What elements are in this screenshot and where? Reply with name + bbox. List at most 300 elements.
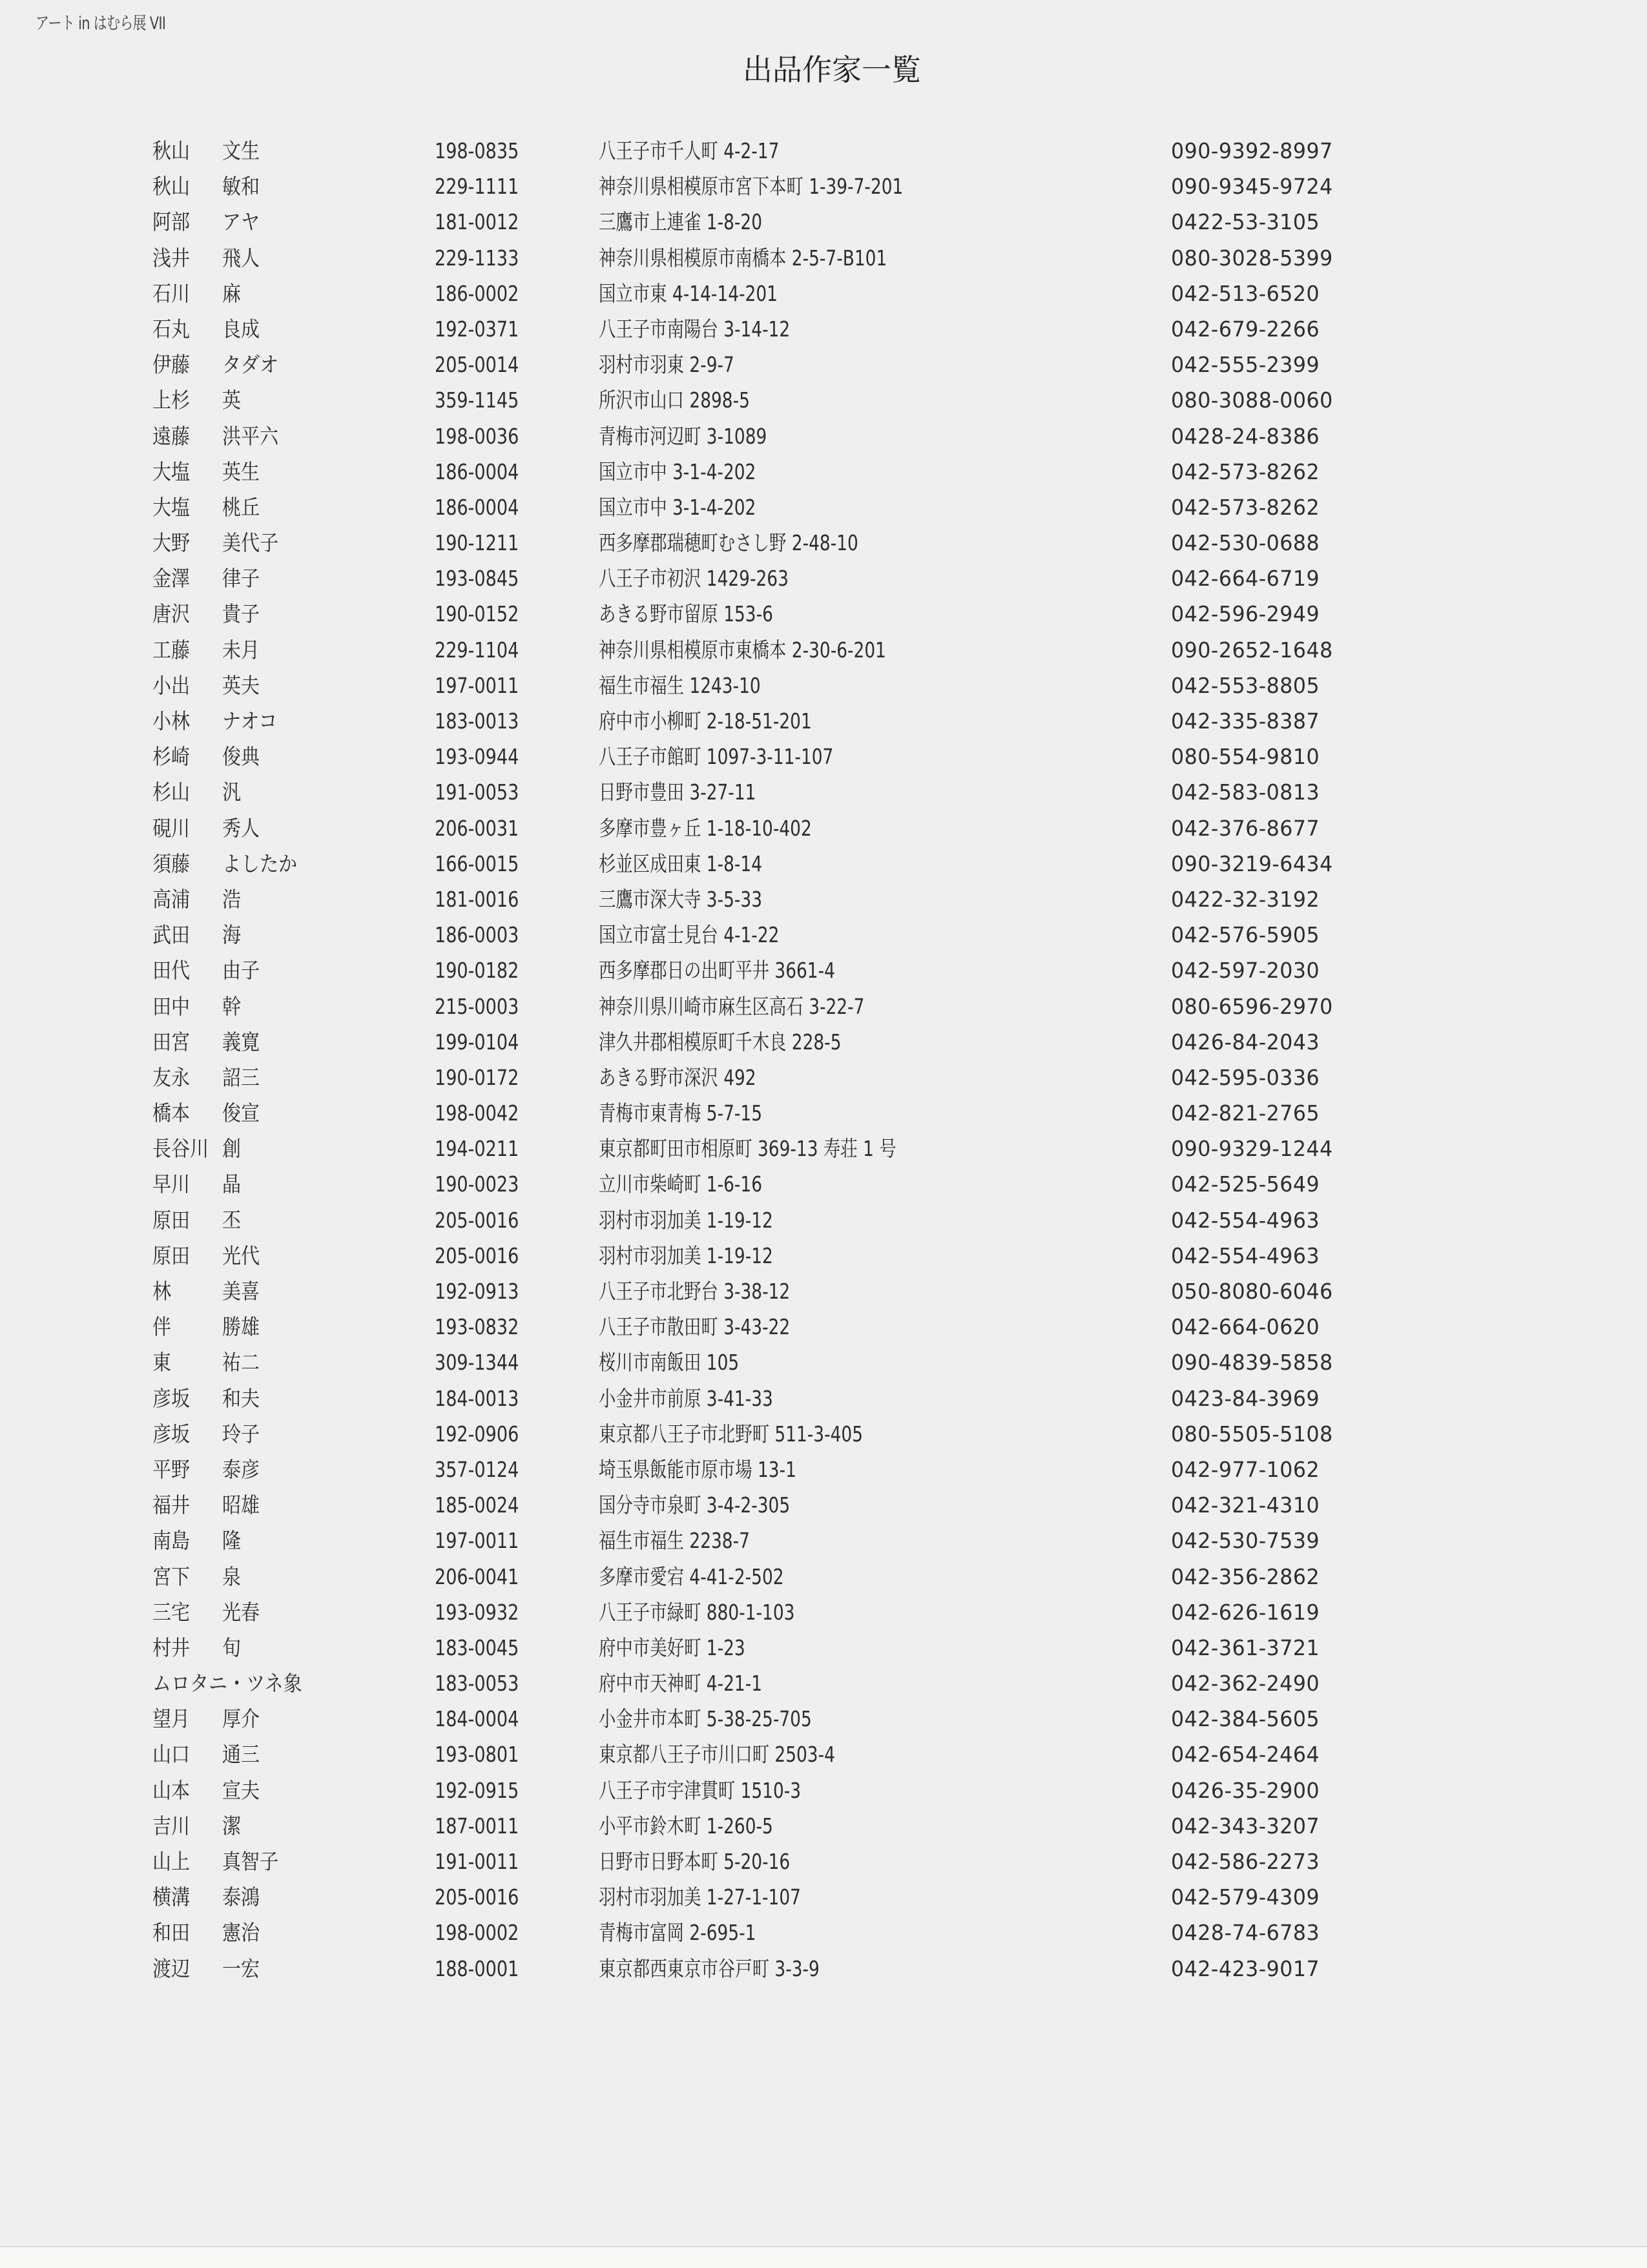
- phone-number: 080-6596-2970: [1171, 993, 1333, 1019]
- postal-code: 181-0012: [435, 209, 519, 235]
- artist-surname: 金澤: [152, 566, 191, 592]
- phone-number: 042-530-0688: [1171, 530, 1320, 556]
- postal-code: 190-0172: [435, 1064, 519, 1090]
- address: 羽村市羽加美 1-19-12: [599, 1242, 773, 1268]
- address: 国立市中 3-1-4-202: [599, 494, 756, 520]
- artist-row: [0, 881, 1647, 917]
- artist-given-name: 憲治: [222, 1920, 260, 1946]
- phone-number: 042-554-4963: [1171, 1242, 1320, 1268]
- artist-given-name: 未月: [222, 637, 260, 663]
- artist-surname: 横溝: [152, 1884, 191, 1910]
- artist-surname: 田代: [152, 958, 191, 984]
- artist-surname: 村井: [152, 1634, 191, 1660]
- artist-given-name: 光春: [222, 1599, 260, 1625]
- artist-given-name: 美喜: [222, 1279, 260, 1304]
- artist-surname: 杉山: [152, 779, 191, 805]
- address: 西多摩郡瑞穂町むさし野 2-48-10: [599, 530, 858, 556]
- postal-code: 192-0915: [435, 1777, 519, 1803]
- phone-number: 090-4839-5858: [1171, 1350, 1333, 1376]
- artist-surname: 浅井: [152, 245, 191, 271]
- artist-row: [0, 418, 1647, 454]
- artist-given-name: 文生: [222, 138, 260, 163]
- artist-row: [0, 169, 1647, 204]
- address: 青梅市富岡 2-695-1: [599, 1920, 756, 1946]
- postal-code: 181-0016: [435, 886, 519, 912]
- postal-code: 229-1133: [435, 245, 519, 271]
- artist-given-name: 和夫: [222, 1385, 260, 1411]
- postal-code: 193-0845: [435, 566, 519, 592]
- artist-row: [0, 347, 1647, 382]
- address: 八王子市館町 1097-3-11-107: [599, 744, 834, 770]
- artist-given-name: 律子: [222, 566, 260, 592]
- postal-code: 199-0104: [435, 1029, 519, 1055]
- artist-row: [0, 561, 1647, 596]
- phone-number: 042-384-5605: [1171, 1706, 1320, 1732]
- phone-number: 042-664-6719: [1171, 566, 1320, 592]
- address: 八王子市南陽台 3-14-12: [599, 316, 791, 342]
- postal-code: 229-1111: [435, 174, 519, 200]
- postal-code: 193-0832: [435, 1314, 519, 1340]
- artist-surname: 早川: [152, 1171, 191, 1197]
- postal-code: 197-0011: [435, 672, 519, 698]
- postal-code: 183-0053: [435, 1671, 519, 1696]
- artist-surname: 南島: [152, 1528, 191, 1554]
- phone-number: 042-554-4963: [1171, 1207, 1320, 1233]
- postal-code: 229-1104: [435, 637, 519, 663]
- artist-surname: 小林: [152, 708, 191, 734]
- phone-number: 042-423-9017: [1171, 1955, 1320, 1981]
- artist-surname: 田中: [152, 993, 191, 1019]
- phone-number: 080-3028-5399: [1171, 245, 1333, 271]
- artist-row: [0, 1273, 1647, 1309]
- artist-given-name: アヤ: [222, 209, 260, 235]
- address: 埼玉県飯能市原市場 13-1: [599, 1456, 796, 1482]
- postal-code: 190-0152: [435, 601, 519, 627]
- postal-code: 190-0023: [435, 1171, 519, 1197]
- artist-given-name: 敏和: [222, 174, 260, 200]
- artist-row: [0, 276, 1647, 311]
- artist-surname: 長谷川: [152, 1136, 209, 1162]
- postal-code: 190-1211: [435, 530, 519, 556]
- phone-number: 0422-32-3192: [1171, 886, 1320, 912]
- page-title: 出品作家一覧: [743, 52, 921, 87]
- artist-given-name: 厚介: [222, 1706, 260, 1732]
- artist-surname: 田宮: [152, 1029, 191, 1055]
- artist-row: [0, 668, 1647, 703]
- phone-number: 042-525-5649: [1171, 1171, 1320, 1197]
- phone-number: 042-654-2464: [1171, 1742, 1320, 1768]
- artist-given-name: 勝雄: [222, 1314, 260, 1340]
- phone-number: 042-586-2273: [1171, 1849, 1320, 1874]
- artist-surname: 吉川: [152, 1813, 191, 1839]
- address: 小平市鈴木町 1-260-5: [599, 1813, 773, 1839]
- artist-given-name: ナオコ: [222, 708, 278, 734]
- address: 立川市柴崎町 1-6-16: [599, 1171, 763, 1197]
- artist-row: [0, 1095, 1647, 1131]
- postal-code: 359-1145: [435, 387, 519, 413]
- artist-row: [0, 1309, 1647, 1345]
- postal-code: 187-0011: [435, 1813, 519, 1839]
- phone-number: 042-513-6520: [1171, 280, 1320, 306]
- phone-number: 042-573-8262: [1171, 494, 1320, 520]
- phone-number: 042-553-8805: [1171, 672, 1320, 698]
- artist-given-name: 海: [222, 922, 242, 948]
- artist-surname: 東: [152, 1350, 172, 1376]
- artist-surname: 山本: [152, 1777, 191, 1803]
- artist-row: [0, 846, 1647, 881]
- artist-surname: 渡辺: [152, 1955, 191, 1981]
- artist-surname: 彦坂: [152, 1421, 191, 1447]
- artist-row: [0, 1487, 1647, 1523]
- address: 府中市美好町 1-23: [599, 1634, 745, 1660]
- artist-row: [0, 596, 1647, 632]
- address: 八王子市宇津貫町 1510-3: [599, 1777, 802, 1803]
- phone-number: 0428-24-8386: [1171, 423, 1320, 449]
- postal-code: 185-0024: [435, 1492, 519, 1518]
- address: 国立市東 4-14-14-201: [599, 280, 778, 306]
- artist-given-name: 光代: [222, 1242, 260, 1268]
- phone-number: 0426-35-2900: [1171, 1777, 1320, 1803]
- artist-row: [0, 1166, 1647, 1202]
- artist-row: [0, 1202, 1647, 1238]
- address: 国立市富士見台 4-1-22: [599, 922, 780, 948]
- address: 小金井市本町 5-38-25-705: [599, 1706, 812, 1732]
- address: 国分寺市泉町 3-4-2-305: [599, 1492, 791, 1518]
- phone-number: 042-356-2862: [1171, 1563, 1320, 1589]
- artist-given-name: 桃丘: [222, 494, 260, 520]
- phone-number: 080-5505-5108: [1171, 1421, 1333, 1447]
- postal-code: 186-0004: [435, 459, 519, 484]
- artist-surname: 伊藤: [152, 352, 191, 378]
- artist-surname: 石丸: [152, 316, 191, 342]
- postal-code: 357-0124: [435, 1456, 519, 1482]
- artist-row: [0, 1559, 1647, 1594]
- phone-number: 042-679-2266: [1171, 316, 1320, 342]
- artist-row: [0, 1381, 1647, 1416]
- artist-row: [0, 1665, 1647, 1701]
- artist-given-name: 泰彦: [222, 1456, 260, 1482]
- artist-row: [0, 311, 1647, 347]
- artist-given-name: タダオ: [222, 352, 279, 378]
- postal-code: 190-0182: [435, 958, 519, 984]
- address: 東京都八王子市川口町 2503-4: [599, 1742, 835, 1768]
- phone-number: 090-9329-1244: [1171, 1136, 1333, 1162]
- postal-code: 198-0002: [435, 1920, 519, 1946]
- address: 神奈川県相模原市宮下本町 1-39-7-201: [599, 174, 904, 200]
- address: 三鷹市深大寺 3-5-33: [599, 886, 763, 912]
- artist-surname: 秋山: [152, 174, 191, 200]
- address: 府中市小柳町 2-18-51-201: [599, 708, 812, 734]
- postal-code: 184-0004: [435, 1706, 519, 1732]
- artist-given-name: 美代子: [222, 530, 279, 556]
- artist-surname: 須藤: [152, 850, 191, 876]
- phone-number: 042-596-2949: [1171, 601, 1320, 627]
- address: 福生市福生 1243-10: [599, 672, 761, 698]
- address: 八王子市初沢 1429-263: [599, 566, 789, 592]
- address: 羽村市羽加美 1-27-1-107: [599, 1884, 801, 1910]
- artist-given-name: 俊典: [222, 744, 260, 770]
- artist-surname: 山上: [152, 1849, 191, 1874]
- address: あきる野市留原 153-6: [599, 601, 773, 627]
- artist-row: [0, 525, 1647, 561]
- postal-code: 186-0003: [435, 922, 519, 948]
- artist-row: [0, 989, 1647, 1024]
- phone-number: 042-573-8262: [1171, 459, 1320, 484]
- artist-row: [0, 1773, 1647, 1808]
- postal-code: 198-0042: [435, 1100, 519, 1126]
- phone-number: 042-335-8387: [1171, 708, 1320, 734]
- artist-row: [0, 774, 1647, 810]
- artist-row: [0, 1452, 1647, 1487]
- artist-given-name: 汎: [222, 779, 242, 805]
- postal-code: 186-0004: [435, 494, 519, 520]
- address: 府中市天神町 4-21-1: [599, 1671, 763, 1696]
- phone-number: 090-9345-9724: [1171, 174, 1333, 200]
- artist-row: [0, 810, 1647, 846]
- artist-row: [0, 953, 1647, 988]
- artist-row: [0, 917, 1647, 953]
- postal-code: 191-0053: [435, 779, 519, 805]
- artist-surname: 宮下: [152, 1563, 191, 1589]
- artist-row: [0, 632, 1647, 668]
- postal-code: 166-0015: [435, 850, 519, 876]
- postal-code: 191-0011: [435, 1849, 519, 1874]
- artist-given-name: 英生: [222, 459, 260, 484]
- address: 多摩市豊ヶ丘 1-18-10-402: [599, 815, 812, 841]
- page-bottom-edge: [0, 2246, 1647, 2268]
- postal-code: 205-0016: [435, 1884, 519, 1910]
- phone-number: 042-376-8677: [1171, 815, 1320, 841]
- phone-number: 080-3088-0060: [1171, 387, 1333, 413]
- artist-surname: 原田: [152, 1242, 191, 1268]
- artist-given-name: よしたか: [222, 850, 298, 876]
- phone-number: 042-626-1619: [1171, 1599, 1320, 1625]
- address: 神奈川県相模原市東橋本 2-30-6-201: [599, 637, 886, 663]
- postal-code: 183-0013: [435, 708, 519, 734]
- address: 福生市福生 2238-7: [599, 1528, 750, 1554]
- postal-code: 194-0211: [435, 1136, 519, 1162]
- artist-given-name: 祐二: [222, 1350, 260, 1376]
- artist-given-name: 英夫: [222, 672, 260, 698]
- artist-surname: 林: [152, 1279, 172, 1304]
- artist-surname: 小出: [152, 672, 191, 698]
- artist-given-name: 創: [222, 1136, 242, 1162]
- artist-given-name: 宣夫: [222, 1777, 260, 1803]
- artist-given-name: 泰鴻: [222, 1884, 260, 1910]
- postal-code: 198-0036: [435, 423, 519, 449]
- artist-row: [0, 1737, 1647, 1772]
- artist-row: [0, 1060, 1647, 1095]
- artist-given-name: 貴子: [222, 601, 260, 627]
- address: 津久井郡相模原町千木良 228-5: [599, 1029, 842, 1055]
- artist-surname: 大塩: [152, 459, 191, 484]
- phone-number: 042-555-2399: [1171, 352, 1320, 378]
- address: 国立市中 3-1-4-202: [599, 459, 756, 484]
- artist-surname: 福井: [152, 1492, 191, 1518]
- artist-row: [0, 703, 1647, 739]
- address: 東京都町田市相原町 369-13 寿荘 1 号: [599, 1136, 896, 1162]
- phone-number: 0422-53-3105: [1171, 209, 1320, 235]
- artist-given-name: 旬: [222, 1634, 242, 1660]
- artist-given-name: 俊宣: [222, 1100, 260, 1126]
- phone-number: 090-3219-6434: [1171, 850, 1333, 876]
- artist-surname: 工藤: [152, 637, 191, 663]
- artist-given-name: 浩: [222, 886, 242, 912]
- postal-code: 205-0016: [435, 1242, 519, 1268]
- address: 八王子市北野台 3-38-12: [599, 1279, 791, 1304]
- artist-row: [0, 1594, 1647, 1630]
- artist-surname: 唐沢: [152, 601, 191, 627]
- artist-given-name: 潔: [222, 1813, 242, 1839]
- artist-row: [0, 1024, 1647, 1060]
- artist-given-name: 詔三: [222, 1064, 260, 1090]
- phone-number: 042-583-0813: [1171, 779, 1320, 805]
- postal-code: 205-0016: [435, 1207, 519, 1233]
- artist-row: [0, 1701, 1647, 1737]
- artist-row: [0, 490, 1647, 525]
- address: 羽村市羽東 2-9-7: [599, 352, 734, 378]
- phone-number: 042-597-2030: [1171, 958, 1320, 984]
- phone-number: 042-821-2765: [1171, 1100, 1320, 1126]
- phone-number: 0423-84-3969: [1171, 1385, 1320, 1411]
- address: 八王子市散田町 3-43-22: [599, 1314, 791, 1340]
- address: 青梅市東青梅 5-7-15: [599, 1100, 763, 1126]
- postal-code: 192-0371: [435, 316, 519, 342]
- artist-given-name: 晶: [222, 1171, 242, 1197]
- address: 日野市日野本町 5-20-16: [599, 1849, 791, 1874]
- phone-number: 042-362-2490: [1171, 1671, 1320, 1696]
- artist-surname: 秋山: [152, 138, 191, 163]
- postal-code: 192-0906: [435, 1421, 519, 1447]
- artist-row: [0, 1951, 1647, 1986]
- artist-given-name: 泉: [222, 1563, 242, 1589]
- phone-number: 042-595-0336: [1171, 1064, 1320, 1090]
- artist-surname: 山口: [152, 1742, 191, 1768]
- postal-code: 206-0031: [435, 815, 519, 841]
- artist-given-name: 真智子: [222, 1849, 279, 1874]
- artist-given-name: 英: [222, 387, 242, 413]
- artist-given-name: 秀人: [222, 815, 260, 841]
- postal-code: 186-0002: [435, 280, 519, 306]
- artist-given-name: 玲子: [222, 1421, 260, 1447]
- phone-number: 042-530-7539: [1171, 1528, 1320, 1554]
- artist-full-name: ムロタニ・ツネ象: [152, 1671, 302, 1696]
- artist-given-name: 昭雄: [222, 1492, 260, 1518]
- address: 三鷹市上連雀 1-8-20: [599, 209, 763, 235]
- artist-surname: 平野: [152, 1456, 191, 1482]
- artist-given-name: 洪平六: [222, 423, 279, 449]
- postal-code: 188-0001: [435, 1955, 519, 1981]
- address: 八王子市千人町 4-2-17: [599, 138, 780, 163]
- artist-row: [0, 1523, 1647, 1558]
- artist-surname: 望月: [152, 1706, 191, 1732]
- address: 小金井市前原 3-41-33: [599, 1385, 773, 1411]
- address: 神奈川県川崎市麻生区高石 3-22-7: [599, 993, 865, 1019]
- address: 杉並区成田東 1-8-14: [599, 850, 763, 876]
- artist-surname: 和田: [152, 1920, 191, 1946]
- artist-surname: 大塩: [152, 494, 191, 520]
- artist-row: [0, 1238, 1647, 1273]
- artist-surname: 遠藤: [152, 423, 191, 449]
- postal-code: 193-0944: [435, 744, 519, 770]
- artist-surname: 硯川: [152, 815, 191, 841]
- phone-number: 0426-84-2043: [1171, 1029, 1320, 1055]
- postal-code: 215-0003: [435, 993, 519, 1019]
- address: 桜川市南飯田 105: [599, 1350, 740, 1376]
- postal-code: 206-0041: [435, 1563, 519, 1589]
- address: 日野市豊田 3-27-11: [599, 779, 756, 805]
- artist-row: [0, 240, 1647, 276]
- artist-given-name: 幹: [222, 993, 242, 1019]
- address: 神奈川県相模原市南橋本 2-5-7-B101: [599, 245, 887, 271]
- artist-given-name: 通三: [222, 1742, 260, 1768]
- phone-number: 090-9392-8997: [1171, 138, 1333, 163]
- artist-row: [0, 1416, 1647, 1452]
- artist-surname: 友永: [152, 1064, 191, 1090]
- artist-given-name: 隆: [222, 1528, 242, 1554]
- artist-surname: 武田: [152, 922, 191, 948]
- artist-surname: 上杉: [152, 387, 191, 413]
- artist-surname: 阿部: [152, 209, 191, 235]
- phone-number: 0428-74-6783: [1171, 1920, 1320, 1946]
- artist-surname: 三宅: [152, 1599, 191, 1625]
- artist-surname: 大野: [152, 530, 191, 556]
- address: 羽村市羽加美 1-19-12: [599, 1207, 773, 1233]
- artist-row: [0, 1879, 1647, 1915]
- postal-code: 197-0011: [435, 1528, 519, 1554]
- artist-row: [0, 1131, 1647, 1166]
- artist-list: [0, 133, 1647, 1986]
- artist-row: [0, 382, 1647, 418]
- phone-number: 090-2652-1648: [1171, 637, 1333, 663]
- phone-number: 042-576-5905: [1171, 922, 1320, 948]
- artist-row: [0, 454, 1647, 490]
- postal-code: 183-0045: [435, 1634, 519, 1660]
- artist-given-name: 丕: [222, 1207, 242, 1233]
- artist-row: [0, 1345, 1647, 1380]
- artist-given-name: 麻: [222, 280, 242, 306]
- phone-number: 042-977-1062: [1171, 1456, 1320, 1482]
- artist-given-name: 義寛: [222, 1029, 260, 1055]
- postal-code: 193-0801: [435, 1742, 519, 1768]
- postal-code: 198-0835: [435, 138, 519, 163]
- phone-number: 080-554-9810: [1171, 744, 1320, 770]
- exhibition-label: アート in はむら展 VII: [36, 14, 166, 34]
- address: 西多摩郡日の出町平井 3661-4: [599, 958, 835, 984]
- address: 八王子市緑町 880-1-103: [599, 1599, 795, 1625]
- postal-code: 205-0014: [435, 352, 519, 378]
- address: 東京都西東京市谷戸町 3-3-9: [599, 1955, 820, 1981]
- artist-given-name: 良成: [222, 316, 260, 342]
- artist-surname: 伴: [152, 1314, 172, 1340]
- phone-number: 042-579-4309: [1171, 1884, 1320, 1910]
- artist-surname: 杉崎: [152, 744, 191, 770]
- address: 青梅市河辺町 3-1089: [599, 423, 767, 449]
- postal-code: 309-1344: [435, 1350, 519, 1376]
- artist-row: [0, 1915, 1647, 1950]
- artist-surname: 橋本: [152, 1100, 191, 1126]
- postal-code: 193-0932: [435, 1599, 519, 1625]
- artist-given-name: 飛人: [222, 245, 260, 271]
- address: 東京都八王子市北野町 511-3-405: [599, 1421, 864, 1447]
- phone-number: 042-343-3207: [1171, 1813, 1320, 1839]
- artist-given-name: 由子: [222, 958, 260, 984]
- artist-row: [0, 1844, 1647, 1879]
- artist-row: [0, 739, 1647, 774]
- address: あきる野市深沢 492: [599, 1064, 756, 1090]
- phone-number: 050-8080-6046: [1171, 1279, 1333, 1304]
- artist-row: [0, 204, 1647, 240]
